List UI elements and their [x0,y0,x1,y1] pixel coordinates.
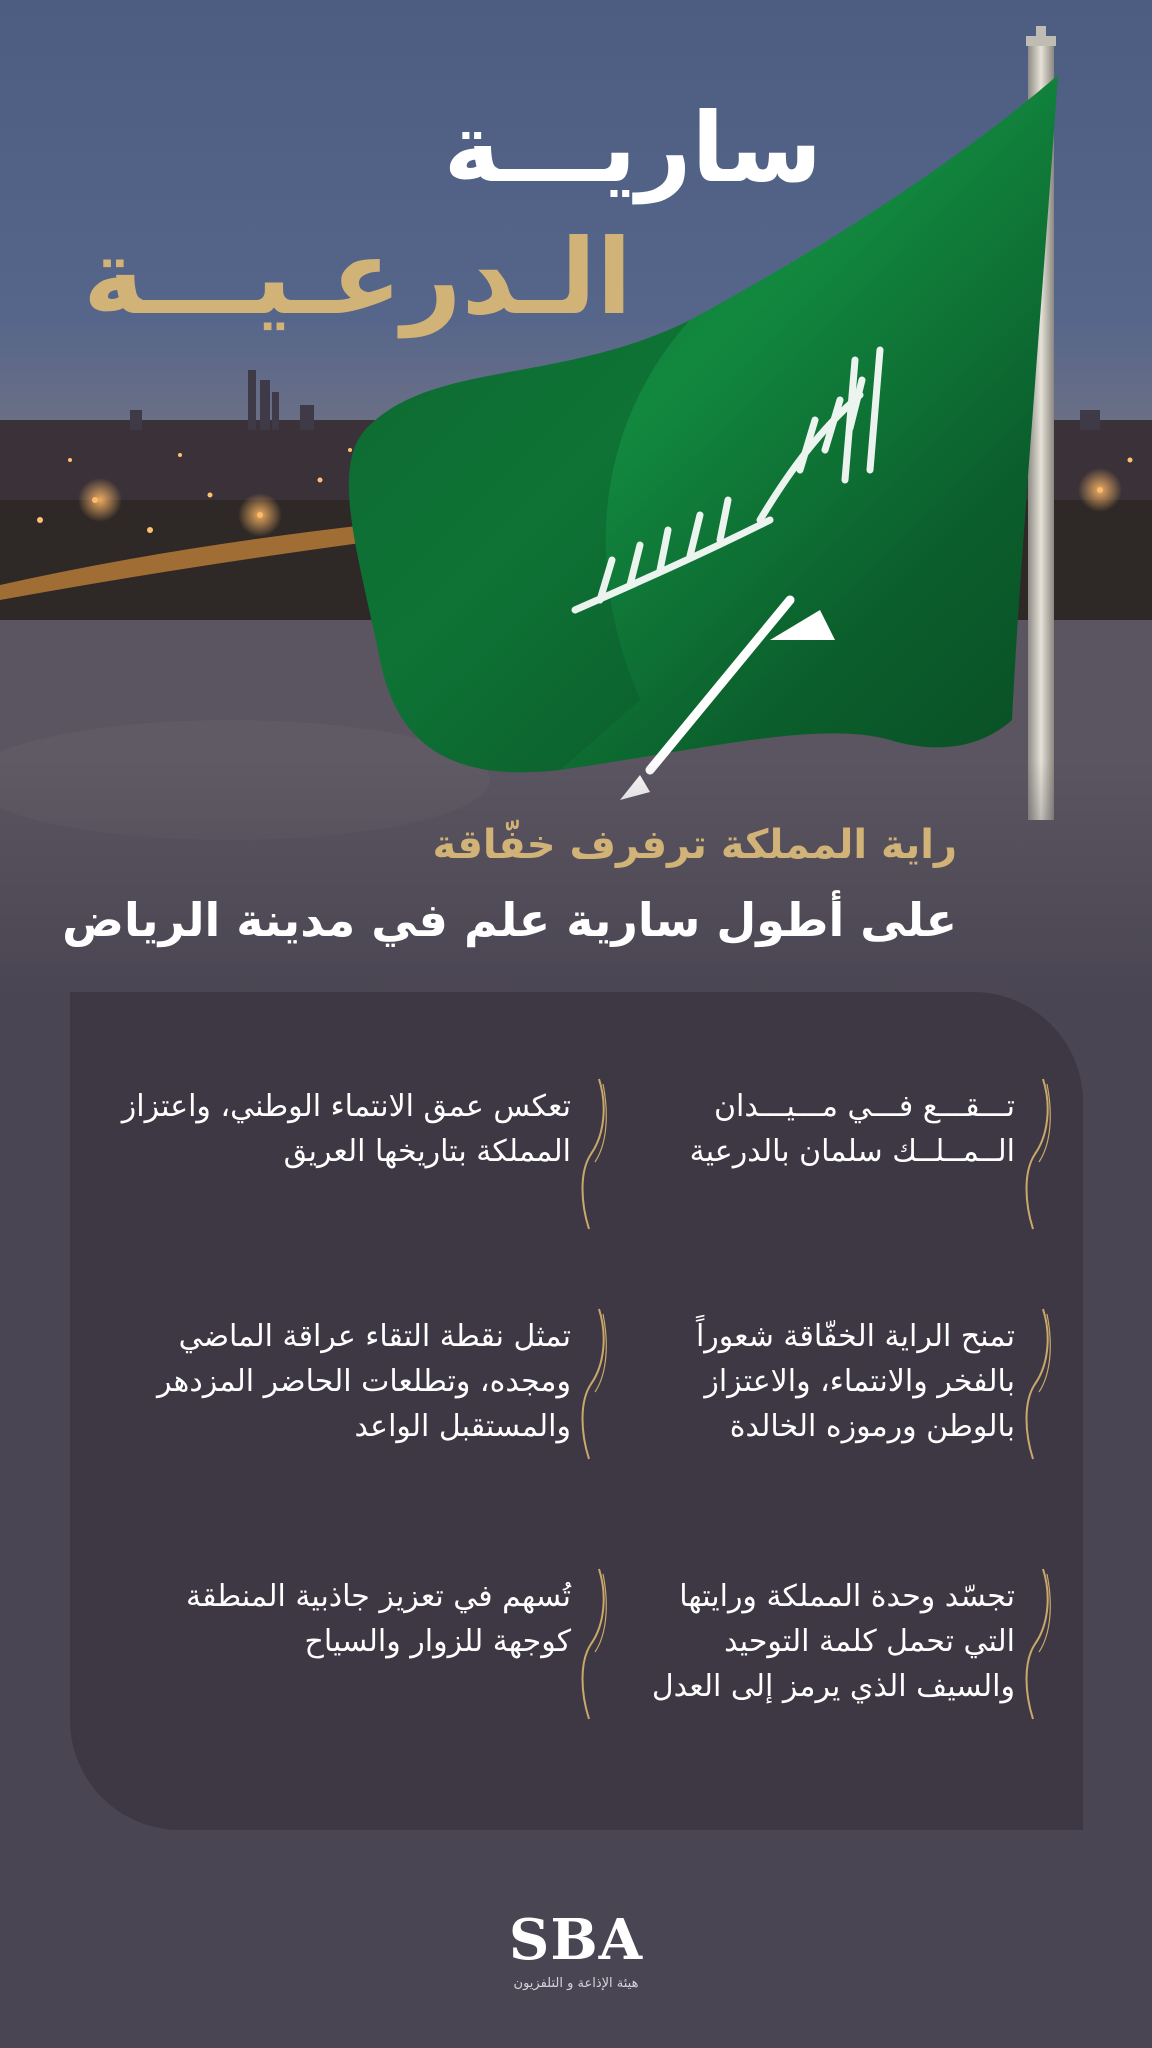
logo-mark: SBA [508,1907,644,1973]
feature-item [111,1314,571,1449]
feature-item [111,1574,571,1664]
feature-text: تُسهم في تعزيز جاذبية المنطقة كوجهة للزوار والسياح [186,1579,571,1659]
gold-curl-ornament-icon [1021,1074,1051,1234]
feature-item [111,1084,571,1174]
feature-text: تجسّد وحدة المملكة ورايتها التي تحمل كلمة التوحيد والسيف الذي يرمز إلى العدل [651,1579,1015,1704]
title-line-2: الـدرعـيـــة [83,216,632,338]
title-line-1: ساريـــة [443,92,822,204]
feature-text: تـــقـــع فـــي مـــيـــدان الــمــلــك سلمان بالدرعية [689,1089,1015,1169]
feature-text: تمنح الراية الخفّاقة شعوراً بالفخر والانتماء، والاعتزاز بالوطن ورموزه الخالدة [695,1319,1015,1444]
gold-curl-ornament-icon [577,1564,607,1724]
headline-gold: راية المملكة ترفرف خفّاقة [432,822,957,868]
feature-text: تعكس عمق الانتماء الوطني، واعتزاز المملكة بتاريخها العريق [121,1089,571,1169]
sba-logo [476,1907,676,1991]
gold-curl-ornament-icon [1021,1564,1051,1724]
feature-text: تمثل نقطة التقاء عراقة الماضي ومجده، وتطلعات الحاضر المزدهر والمستقبل الواعد [156,1319,571,1444]
feature-item [645,1084,1015,1174]
logo-subtitle: هيئة الإذاعة و التلفزيون [513,1976,639,1991]
gold-curl-ornament-icon [1021,1304,1051,1464]
feature-item [645,1314,1015,1449]
feature-item [645,1574,1015,1709]
gold-curl-ornament-icon [577,1074,607,1234]
headline-white: على أطول سارية علم في مدينة الرياض [62,893,957,947]
gold-curl-ornament-icon [577,1304,607,1464]
feature-panel [70,992,1083,1830]
